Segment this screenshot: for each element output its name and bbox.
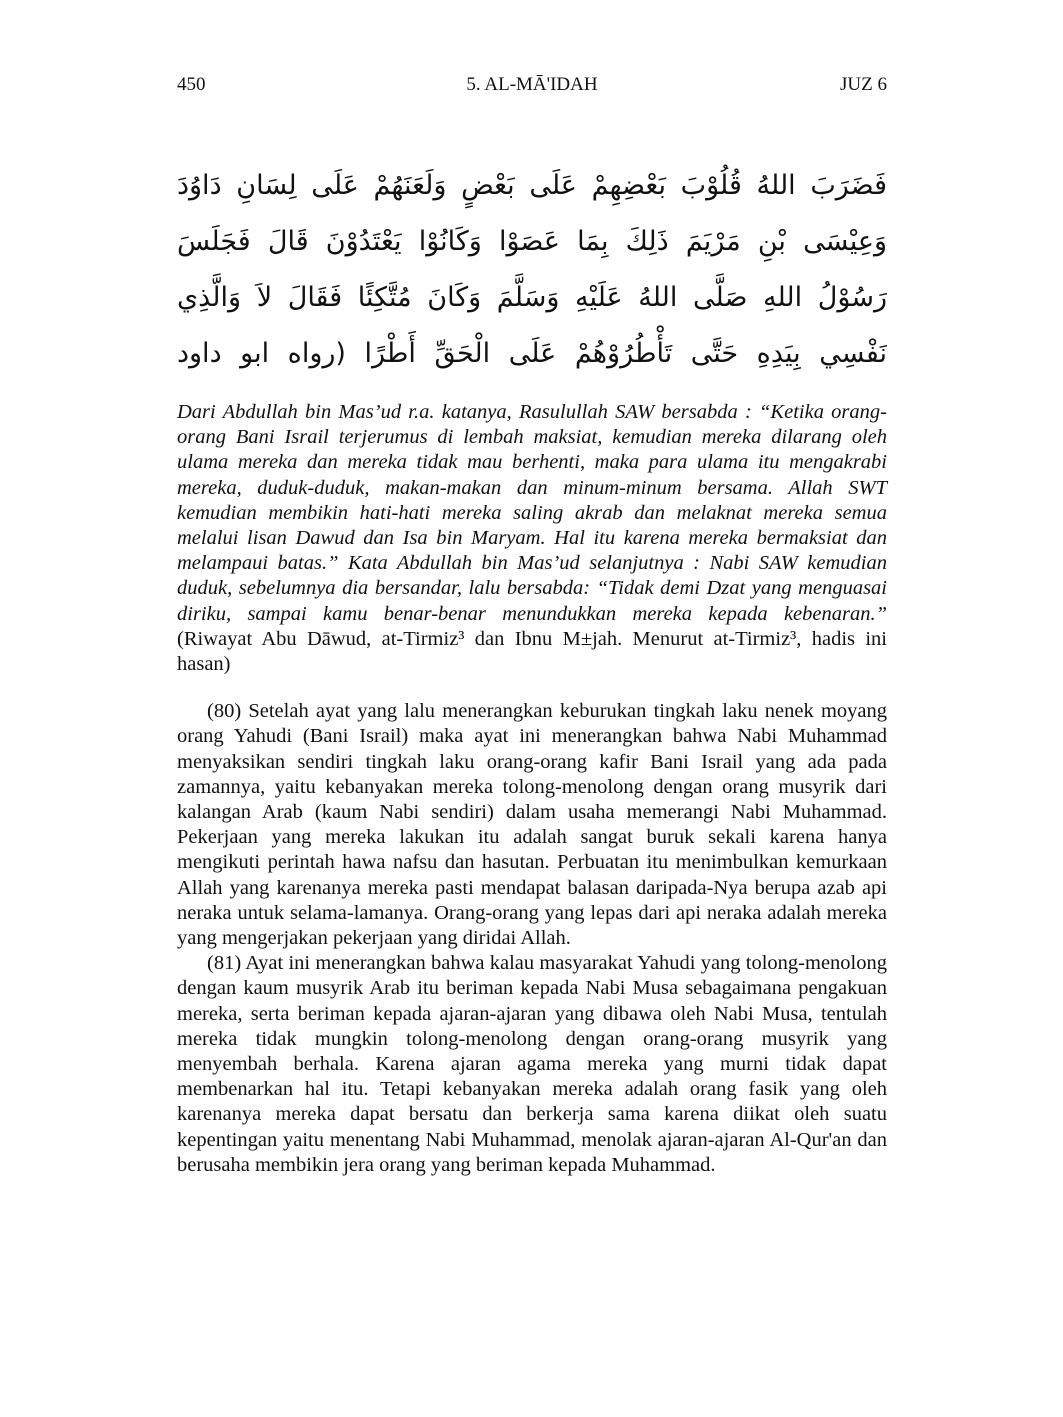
commentary-section [177, 699, 887, 1178]
arabic-hadith-text: فَضَرَبَ اللهُ قُلُوْبَ بَعْضِهِمْ عَلَى بَعْضٍ وَلَعَنَهُمْ عَلَى لِسَانِ دَاوُدَ وَعِيْسَى بْنِ مَرْيَمَ ذَلِكَ بِمَا عَصَوْا وَكَانُوْا يَعْتَدُوْنَ قَالَ فَجَلَسَ رَسُوْلُ اللهِ صَلَّى اللهُ عَلَيْهِ وَسَلَّمَ وَكَانَ مُتَّكِئًا فَقَالَ لاَ وَالَّذِي نَفْسِي بِيَدِهِ حَتَّى تَأْطُرُوْهُمْ عَلَى الْحَقِّ أَطْرًا (رواه ابو داود [177, 170, 887, 369]
commentary-paragraph-81: (81) Ayat ini menerangkan bahwa kalau masyarakat Yahudi yang tolong-menolong dengan kaum musyrik Arab itu beriman kepada Nabi Musa sebagaimana pengakuan mereka, serta beriman kepada ajaran-ajaran yang dibawa oleh Nabi Musa, tentulah mereka tidak mungkin tolong-menolong dengan orang-orang musyrik yang menyembah berhala. Karena ajaran agama mereka yang murni tidak dapat membenarkan hal itu. Tetapi kebanyakan mereka adalah orang fasik yang oleh karenanya mereka dapat bersatu dan berkerja sama karena diikat oleh suatu kepentingan yaitu menentang Nabi Muhammad, menolak ajaran-ajaran Al-Qur'an dan berusaha membikin jera orang yang beriman kepada Muhammad. [177, 952, 887, 1176]
surah-title: 5. AL-MĀ'IDAH [466, 74, 598, 95]
book-page [177, 72, 887, 1178]
translation-citation: (Riwayat Abu Dāwud, at-Tirmiz³ dan Ibnu M±jah. Menurut at-Tirmiz³, hadis ini hasan) [177, 627, 887, 676]
page-number: 450 [177, 74, 206, 95]
page-header [177, 72, 887, 102]
hadith-translation [177, 400, 887, 677]
translation-italic-text: Dari Abdullah bin Mas’ud r.a. katanya, Rasulullah SAW bersabda : “Ketika orang-orang Bani Israil terjerumus di lembah maksiat, kemudian mereka dilarang oleh ulama mereka dan mereka tidak mau berhenti, maka para ulama itu mengakrabi mereka, duduk-duduk, makan-makan dan minum-minum bersama. Allah SWT kemudian membikin hati-hati mereka saling akrab dan melaknat mereka semua melalui lisan Dawud dan Isa bin Maryam. Hal itu karena mereka bermaksiat dan melampaui batas.” Kata Abdullah bin Mas’ud selanjutnya : Nabi SAW kemudian duduk, sebelumnya dia bersandar, lalu bersabda: “Tidak demi Dzat yang menguasai diriku, sampai kamu benar-benar menundukkan mereka kepada kebenaran.” [177, 401, 887, 625]
juz-label: JUZ 6 [840, 74, 887, 95]
commentary-paragraph-80: (80) Setelah ayat yang lalu menerangkan keburukan tingkah laku nenek moyang orang Yahudi (Bani Israil) maka ayat ini menerangkan bahwa Nabi Muhammad menyaksikan sendiri tingkah laku orang-orang kafir Bani Israil yang ada pada zamannya, yaitu kebanyakan mereka tolong-menolong dengan orang musyrik dari kalangan Arab (kaum Nabi sendiri) dalam usaha memerangi Nabi Muhammad. Pekerjaan yang mereka lakukan itu adalah sangat buruk sekali karena hanya mengikuti perintah hawa nafsu dan hasutan. Perbuatan itu menimbulkan kemurkaan Allah yang karenanya mereka pasti mendapat balasan daripada-Nya berupa azab api neraka untuk selama-lamanya. Orang-orang yang lepas dari api neraka adalah mereka yang mengerjakan pekerjaan yang diridai Allah. [177, 700, 887, 950]
